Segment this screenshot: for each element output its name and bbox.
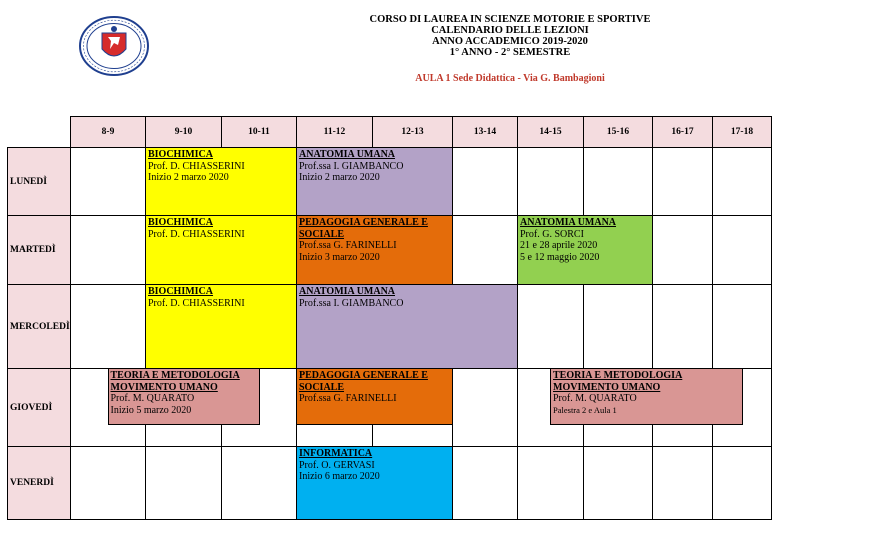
lesson-teacher: Prof.ssa G. FARINELLI	[299, 393, 397, 404]
lesson-title: ANATOMIA UMANA	[520, 217, 617, 228]
lesson-teacher: Prof.ssa I. GIAMBANCO	[299, 297, 404, 309]
timetable-cell	[452, 368, 518, 447]
calendar-title: CALENDARIO DELLE LEZIONI	[431, 25, 589, 36]
day-label: MERCOLEDÌ	[7, 284, 71, 369]
lesson-block	[108, 368, 260, 425]
lesson-note: Inizio 3 marzo 2020	[299, 251, 380, 263]
lesson-title: INFORMATICA	[299, 448, 373, 459]
lesson-title: BIOCHIMICA	[148, 286, 214, 297]
timetable-cell	[712, 284, 772, 369]
time-slot-header: 11-12	[296, 116, 373, 148]
lesson-block	[296, 446, 453, 520]
lesson-block	[145, 147, 297, 216]
time-slot-header: 14-15	[517, 116, 584, 148]
lesson-block	[296, 215, 453, 285]
timetable-cell	[70, 215, 146, 285]
lesson-teacher: Prof. M. QUARATO	[110, 393, 195, 404]
lesson-note: Inizio 5 marzo 2020	[110, 404, 192, 416]
lesson-note: Inizio 2 marzo 2020	[148, 172, 229, 183]
lesson-teacher: Prof.ssa G. FARINELLI	[299, 240, 397, 251]
day-label: MARTEDÌ	[7, 215, 71, 285]
timetable-cell	[712, 147, 772, 216]
timetable-cell	[712, 215, 772, 285]
lesson-teacher: Prof. D. CHIASSERINI	[148, 297, 245, 309]
time-slot-header: 17-18	[712, 116, 772, 148]
timetable-cell	[70, 284, 146, 369]
lesson-title: TEORIA E METODOLOGIA MOVIMENTO UMANO	[110, 370, 240, 393]
timetable-cell	[517, 284, 584, 369]
lesson-teacher: Prof. G. SORCI	[520, 228, 584, 240]
time-slot-header: 16-17	[652, 116, 713, 148]
time-slot-header: 9-10	[145, 116, 222, 148]
time-slot-header: 8-9	[70, 116, 146, 148]
timetable-cell	[452, 215, 518, 285]
lesson-note: Inizio 6 marzo 2020	[299, 471, 380, 482]
room-location: AULA 1 Sede Didattica - Via G. Bambagioni	[415, 73, 605, 84]
lesson-block	[296, 284, 518, 369]
lesson-title: ANATOMIA UMANA	[299, 149, 396, 160]
day-label: GIOVEDÌ	[7, 368, 71, 447]
day-label: LUNEDÌ	[7, 147, 71, 216]
timetable-cell	[583, 446, 653, 520]
lesson-note: Palestra 2 e Aula 1	[553, 404, 617, 415]
academic-year: ANNO ACCADEMICO 2019-2020	[432, 36, 588, 47]
lesson-title: TEORIA E METODOLOGIA MOVIMENTO UMANO	[553, 370, 683, 393]
lesson-note: 21 e 28 aprile 2020	[520, 240, 598, 251]
lesson-note: Inizio 2 marzo 2020	[299, 172, 380, 183]
time-slot-header: 15-16	[583, 116, 653, 148]
timetable-cell	[652, 215, 713, 285]
lesson-block	[145, 284, 297, 369]
time-slot-header: 13-14	[452, 116, 518, 148]
lesson-teacher: Prof. O. GERVASI	[299, 459, 375, 471]
lesson-title: PEDAGOGIA GENERALE E SOCIALE	[299, 217, 428, 240]
time-slot-header: 10-11	[221, 116, 297, 148]
lesson-block	[145, 215, 297, 285]
timetable-cell	[221, 446, 297, 520]
timetable-cell	[517, 446, 584, 520]
lesson-title: ANATOMIA UMANA	[299, 286, 396, 297]
lesson-title: PEDAGOGIA GENERALE E SOCIALE	[299, 370, 428, 393]
timetable-cell	[452, 147, 518, 216]
time-slot-header: 12-13	[372, 116, 453, 148]
lesson-block	[296, 147, 453, 216]
timetable-cell	[712, 446, 772, 520]
timetable-cell	[652, 147, 713, 216]
lesson-note: 5 e 12 maggio 2020	[520, 251, 600, 263]
timetable-cell	[652, 284, 713, 369]
timetable-cell	[452, 446, 518, 520]
lesson-teacher: Prof.ssa I. GIAMBANCO	[299, 160, 404, 172]
timetable-cell	[70, 446, 146, 520]
timetable-cell	[652, 446, 713, 520]
timetable-cell	[517, 147, 584, 216]
day-label: VENERDÌ	[7, 446, 71, 520]
timetable-cell	[583, 284, 653, 369]
lesson-teacher: Prof. D. CHIASSERINI	[148, 160, 245, 172]
lesson-teacher: Prof. D. CHIASSERINI	[148, 228, 245, 240]
lesson-block	[550, 368, 743, 425]
lesson-block	[296, 368, 453, 425]
timetable-cell	[145, 446, 222, 520]
lesson-teacher: Prof. M. QUARATO	[553, 393, 637, 404]
university-seal-icon	[78, 15, 150, 77]
timetable-cell	[583, 147, 653, 216]
lesson-title: BIOCHIMICA	[148, 149, 214, 160]
lesson-block	[517, 215, 653, 285]
year-semester: 1° ANNO - 2° SEMESTRE	[449, 47, 571, 58]
timetable-cell	[70, 147, 146, 216]
course-title: CORSO DI LAUREA IN SCIENZE MOTORIE E SPORTIVE	[369, 14, 651, 25]
lesson-title: BIOCHIMICA	[148, 217, 214, 228]
